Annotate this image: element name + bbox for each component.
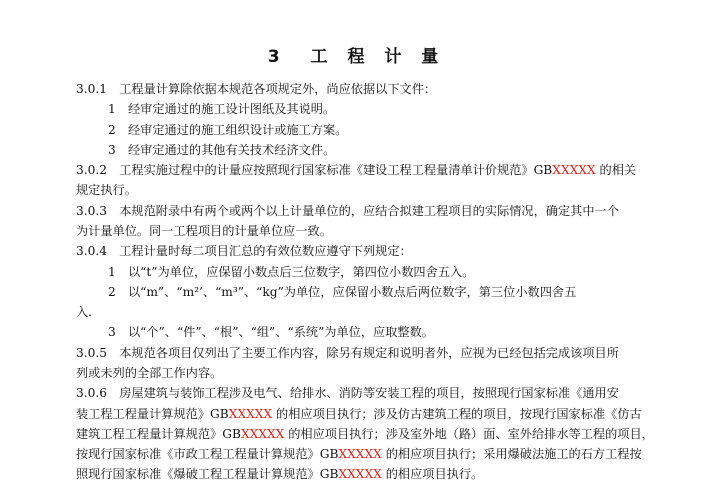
list-item-2: 2 以“m”、“m²’、“m³”、“kg”为单位，应保留小数点后两位数字，第三位小数四舍五 bbox=[108, 284, 577, 299]
clause-3-0-5: 3.0.5 本规范各项目仅列出了主要工作内容，除另有规定和说明者外，应视为已经包括完成该项目所 bbox=[76, 345, 619, 360]
clause-3-0-6-cont: 按现行国家标准《市政工程工程量计算规范》GBXXXXX 的相应项目执行；采用爆破法施工的石方工程按 bbox=[76, 447, 642, 462]
clause-3-0-5-cont: 列或未列的全部工作内容。 bbox=[76, 365, 223, 380]
clause-3-0-2: 3.0.2 工程实施过程中的计量应按照现行国家标准《建设工程工程量清单计价规范》GBXXXXX 的相关 bbox=[76, 163, 637, 178]
list-item-1: 1 以“t”为单位，应保留小数点后三位数字，第四位小数四舍五入。 bbox=[108, 264, 475, 279]
standard-code-placeholder: XXXXX bbox=[228, 406, 273, 421]
standard-code-placeholder: XXXXX bbox=[338, 467, 382, 482]
standard-code-placeholder: XXXXX bbox=[552, 163, 596, 178]
clause-3-0-4: 3.0.4 工程计量时每二项目汇总的有效位数应遵守下列规定： bbox=[76, 244, 412, 259]
clause-3-0-6-cont: 装工程工程量计算规范》GBXXXXX 的相应项目执行；涉及仿古建筑工程的项目，按现行国家标准《仿古 bbox=[76, 406, 642, 421]
list-item-2: 2 经审定通过的施工组织设计或施工方案。 bbox=[108, 122, 348, 137]
clause-3-0-1: 3.0.1 工程量计算除依据本规范各项规定外，尚应依据以下文件： bbox=[76, 82, 437, 96]
clause-3-0-6-cont: 照现行国家标准《爆破工程工程量计算规范》GBXXXXX 的相应项目执行。 bbox=[76, 467, 484, 482]
list-item-3: 3 以“个”、“件”、“根”、“组”、“系统”为单位，应取整数。 bbox=[108, 325, 434, 340]
standard-code-placeholder: XXXXX bbox=[338, 447, 382, 462]
clause-3-0-6: 3.0.6 房屋建筑与装饰工程涉及电气、给排水、消防等安装工程的项目，按照现行国家标准《通用安 bbox=[76, 386, 619, 401]
clause-3-0-6-cont: 建筑工程工程量计算规范》GBXXXXX 的相应项目执行；涉及室外地（路）面、室外给排水等工程的项目， bbox=[76, 426, 654, 441]
clause-3-0-3-cont: 为计量单位。同一工程项目的计量单位应一致。 bbox=[76, 223, 332, 238]
list-item-1: 1 经审定通过的施工设计图纸及其说明。 bbox=[108, 102, 336, 117]
clause-3-0-3: 3.0.3 本规范附录中有两个或两个以上计量单位的，应结合拟建工程项目的实际情况，确定其中一个 bbox=[76, 203, 619, 218]
list-item-3: 3 经审定通过的其他有关技术经济文件。 bbox=[108, 142, 336, 157]
clause-3-0-2-cont: 规定执行。 bbox=[76, 183, 137, 198]
list-item-2-cont: 入. bbox=[76, 305, 93, 320]
chapter-title: 3 工 程 计 量 bbox=[267, 47, 446, 67]
standard-code-placeholder: XXXXX bbox=[240, 426, 285, 441]
